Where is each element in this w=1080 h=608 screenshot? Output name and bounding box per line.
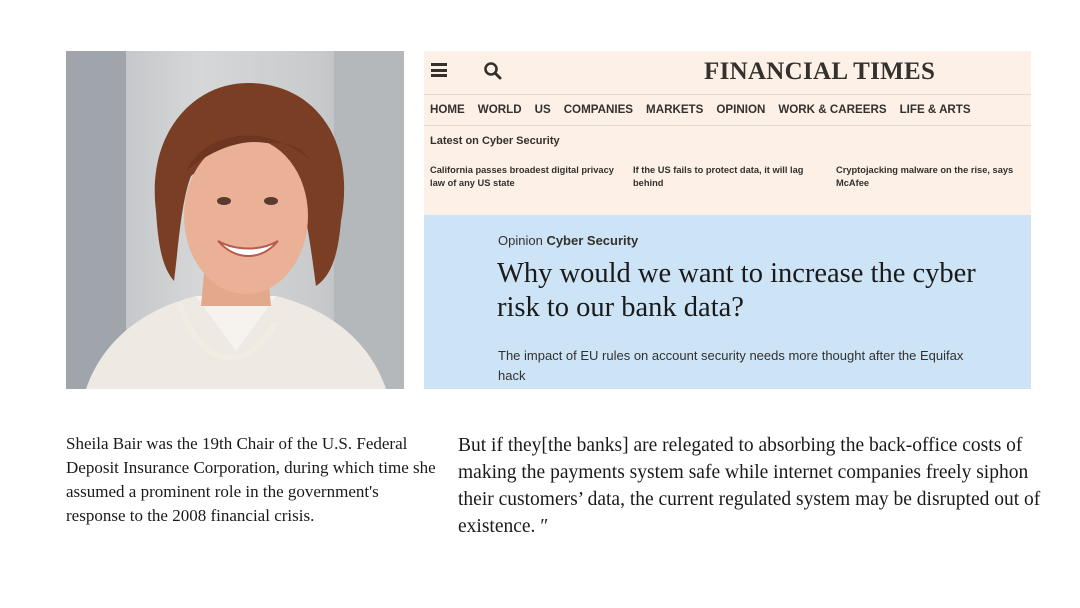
nav-companies[interactable]: COMPANIES: [563, 103, 634, 116]
news-link[interactable]: California passes broadest digital privacy law of any US state: [430, 165, 614, 188]
nav-us[interactable]: US: [534, 103, 551, 116]
ft-nav: [430, 103, 984, 116]
portrait-photo: [66, 51, 404, 389]
article-kicker: [498, 233, 638, 248]
nav-work-careers[interactable]: WORK & CAREERS: [778, 103, 887, 116]
kicker-topic[interactable]: Cyber Security: [546, 233, 639, 248]
news-link[interactable]: If the US fails to protect data, it will lag behind: [633, 165, 804, 188]
article-headline: Why would we want to increase the cyber risk to our bank data?: [497, 258, 976, 323]
menu-icon[interactable]: [431, 63, 447, 77]
article-header: [424, 215, 1031, 389]
ft-article-screenshot: [424, 51, 1031, 389]
nav-world[interactable]: WORLD: [477, 103, 522, 116]
nav-life-arts[interactable]: LIFE & ARTS: [899, 103, 971, 116]
nav-markets[interactable]: MARKETS: [646, 103, 704, 116]
latest-heading[interactable]: Latest on Cyber Security: [430, 135, 560, 147]
search-icon[interactable]: [483, 61, 503, 81]
portrait-figure: [66, 51, 404, 389]
kicker-prefix[interactable]: Opinion: [498, 233, 543, 248]
ft-header: [424, 51, 1031, 95]
nav-divider: [424, 125, 1031, 126]
portrait-caption: Sheila Bair was the 19th Chair of the U.S. Federal Deposit Insurance Corporation, during which time she assumed a prominent role in the government's response to the 2008 financial crisis.: [66, 434, 436, 525]
article-standfirst: The impact of EU rules on account security needs more thought after the Equifax hack: [498, 348, 964, 383]
nav-opinion[interactable]: OPINION: [716, 103, 766, 116]
ft-masthead-area: [424, 51, 1031, 215]
ft-logo[interactable]: FINANCIAL TIMES: [704, 58, 936, 85]
news-link[interactable]: Cryptojacking malware on the rise, says McAfee: [836, 165, 1014, 188]
nav-home[interactable]: HOME: [430, 103, 465, 116]
quote-text: But if they[the banks] are relegated to absorbing the back-office costs of making the payments system safe while internet companies freely siphon their customers’ data, the current regulated system may be disrupted out of existence. ″: [458, 435, 1041, 537]
